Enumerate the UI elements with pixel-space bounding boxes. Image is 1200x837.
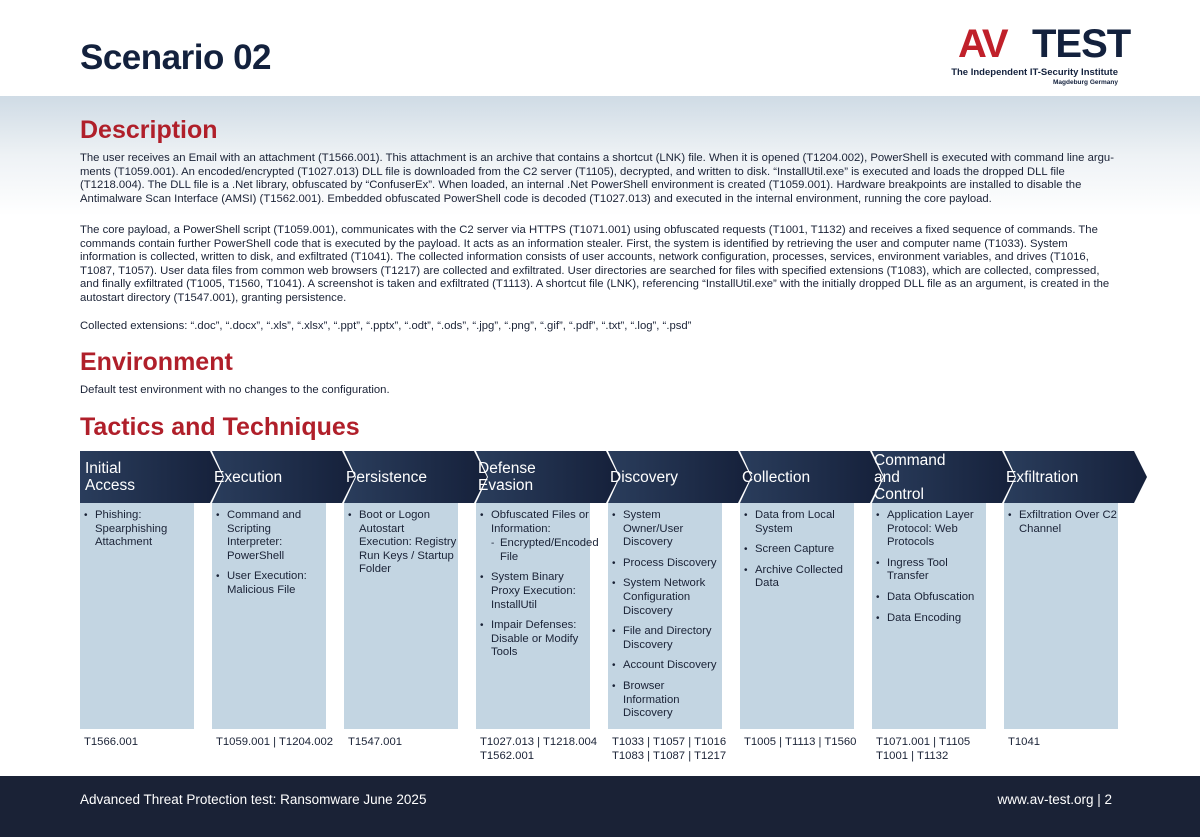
footer-report-title: Advanced Threat Protection test: Ransomware June 2025 (80, 792, 427, 807)
technique-item: • User Execution: Malicious File (212, 570, 326, 597)
technique-ids: T1059.001 | T1204.002 (216, 736, 334, 748)
technique-item: • Screen Capture (740, 543, 854, 557)
technique-item: • Impair Defenses: Disable or Modify Tools (476, 619, 590, 660)
page-footer (0, 776, 1200, 837)
description-paragraph-2: The core payload, a PowerShell script (T1059.001), communicates with the C2 server via HTTPS (T1071.001) using obfuscated requests (T1001, T1132) and receives a fixed sequence of commands. The commands contain further PowerShell code that is executed by the payload. It acts as an information stealer. First, the system is identified by retrieving the user and computer name (T1033). System information is collected, written to disk, and exfiltrated (T1041). The collected information consists of user accounts, network configuration, processes, services, environment variables, and drives (T1016, T1087, T1057). User data files from common web browsers (T1217) are collected and exfiltrated. User directories are searched for files with specified extensions (T1083), which are collected, compressed, and finally exfiltrated (T1005, T1560, T1041). A screenshot is taken and exfiltrated (T1113). A shortcut file (LNK), referencing “InstallUtil.exe” with the initially dropped DLL file as an argument, is created in the autostart directory (T1547.001), granting persistence. (80, 224, 1110, 304)
tactic-header-label: Initial Access (85, 460, 135, 494)
technique-ids: T1005 | T1113 | T1560 (744, 736, 857, 748)
technique-item: • Application Layer Protocol: Web Protocols (872, 509, 986, 550)
environment-text: Default test environment with no changes to the configuration. (80, 384, 390, 396)
tactic-techniques-box (1004, 503, 1118, 729)
page-header (0, 0, 1200, 96)
tactic-techniques-box (212, 503, 326, 729)
tactic-techniques-box (740, 503, 854, 729)
tactic-header-label: Command and Control (874, 451, 946, 503)
tactic-techniques-box (80, 503, 194, 729)
tactics-heading: Tactics and Techniques (80, 413, 360, 441)
logo-av-text: AV (958, 22, 1007, 66)
technique-item: - Encrypted/Encoded File (476, 537, 590, 564)
technique-ids: T1033 | T1057 | T1016 T1083 | T1087 | T1217 (612, 736, 727, 762)
technique-item: • Command and Scripting Interpreter: PowerShell (212, 509, 326, 563)
technique-ids: T1027.013 | T1218.004 T1562.001 (480, 736, 598, 762)
technique-item: • Data from Local System (740, 509, 854, 536)
technique-item: • Boot or Logon Autostart Execution: Registry Run Keys / Startup Folder (344, 509, 458, 577)
technique-ids: T1041 (1008, 736, 1041, 748)
description-heading: Description (80, 116, 218, 144)
tactic-header-label: Collection (742, 468, 811, 486)
technique-item: • Browser Information Discovery (608, 680, 722, 721)
technique-item: • Archive Collected Data (740, 564, 854, 591)
tactic-header-label: Exfiltration (1006, 468, 1079, 486)
tactic-header-label: Defense Evasion (478, 460, 536, 494)
technique-item: • System Owner/User Discovery (608, 509, 722, 550)
tactic-techniques-box (872, 503, 986, 729)
logo-tagline: The Independent IT-Security Institute (951, 67, 1118, 78)
environment-heading: Environment (80, 348, 233, 376)
technique-ids: T1566.001 (84, 736, 139, 748)
technique-item: • Phishing: Spearphishing Attachment (80, 509, 194, 550)
description-paragraph-3: Collected extensions: “.doc”, “.docx”, “.xls”, “.xlsx”, “.ppt”, “.pptx”, “.odt”, “.ods”, “.jpg”, “.png”, “.gif”, “.pdf”, “.txt”, “.log”, “.psd” (80, 320, 692, 332)
technique-item: • Data Obfuscation (872, 591, 986, 605)
page-title: Scenario 02 (80, 38, 271, 77)
logo-test-text: TEST (1032, 22, 1131, 66)
logo-location: Magdeburg Germany (1052, 79, 1118, 86)
tactic-header-label: Discovery (610, 468, 679, 486)
tactic-header-label: Execution (214, 468, 283, 486)
technique-item: • Obfuscated Files or Information: (476, 509, 590, 536)
technique-item: • System Network Configuration Discovery (608, 577, 722, 618)
technique-item: • System Binary Proxy Execution: InstallUtil (476, 571, 590, 612)
tactic-header-label: Persistence (346, 468, 427, 486)
technique-ids: T1547.001 (348, 736, 403, 748)
av-test-logo (951, 22, 1131, 90)
technique-ids: T1071.001 | T1105 T1001 | T1132 (876, 736, 971, 762)
technique-item: • Data Encoding (872, 612, 986, 626)
technique-item: • Exfiltration Over C2 Channel (1004, 509, 1118, 536)
tactic-techniques-box (476, 503, 599, 729)
technique-item: • Account Discovery (608, 659, 722, 673)
tactic-techniques-box (344, 503, 458, 729)
tactic-techniques-box (608, 503, 722, 729)
technique-item: • Ingress Tool Transfer (872, 557, 986, 584)
technique-item: • Process Discovery (608, 557, 722, 571)
description-paragraph-1: The user receives an Email with an attachment (T1566.001). This attachment is an archive that contains a shortcut (LNK) file. When it is opened (T1204.002), PowerShell is executed with command line argu-ments (T1059.001). An encoded/encrypted (T1027.013) DLL file is downloaded from the C2 server (T1105), decrypted, and written to disk. “InstallUtil.exe” is executed and loads the dropped DLL file (T1218.004). The DLL file is a .Net library, obfuscated by “ConfuserEx”. When loaded, an internal .Net PowerShell environment is created (T1059.001). Hardware breakpoints are installed to disable the Antimalware Scan Interface (AMSI) (T1562.001). Embedded obfuscated PowerShell code is decoded (T1027.013) and executed in the internal environment, running the core payload. (80, 152, 1114, 205)
technique-item: • File and Directory Discovery (608, 625, 722, 652)
footer-site-page: www.av-test.org | 2 (997, 792, 1112, 807)
tactics-table (80, 451, 1130, 762)
